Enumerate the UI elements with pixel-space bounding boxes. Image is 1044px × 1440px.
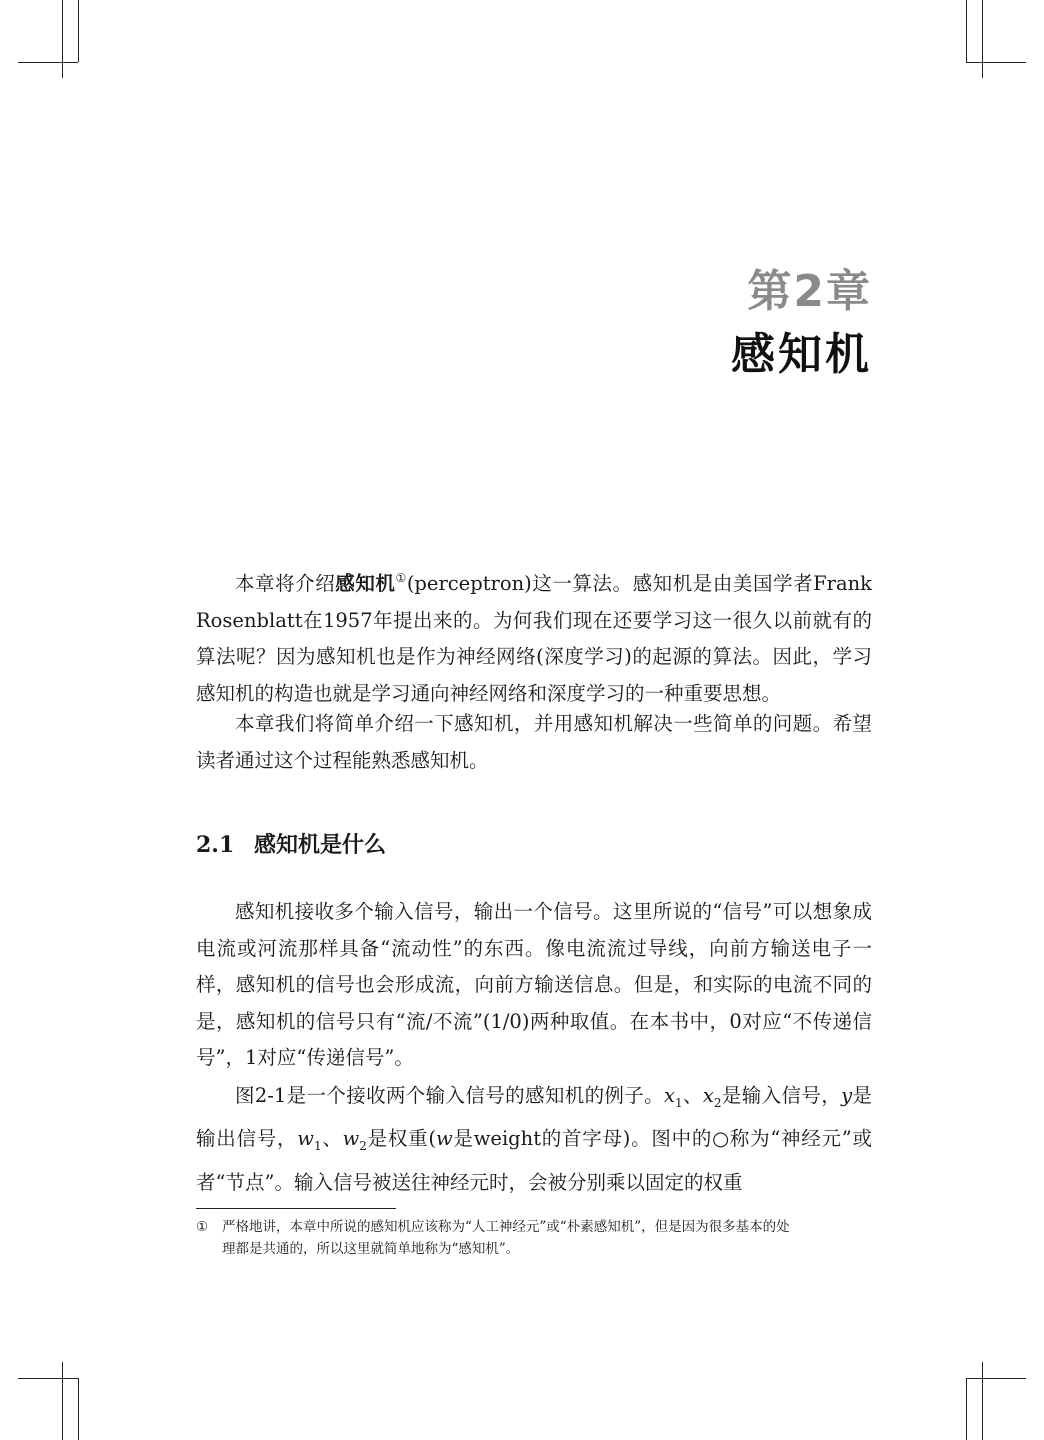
subscript: 2 <box>713 1095 722 1110</box>
chapter-number: 第2章 <box>747 266 872 317</box>
section-title: 感知机是什么 <box>254 833 387 858</box>
crop-mark <box>62 1362 63 1440</box>
footnote <box>196 1216 872 1260</box>
chapter-title: 感知机 <box>731 329 872 380</box>
crop-mark <box>62 0 63 78</box>
math-w: w <box>297 1127 314 1151</box>
intro-paragraph-2: 本章我们将简单介绍一下感知机，并用感知机解决一些简单的问题。希望读者通过这个过程能熟悉感知机。 <box>196 712 872 772</box>
footnote-reference[interactable]: ① <box>395 571 407 585</box>
text-run: 是weight的首字母)。图中的○称为“神经元”或者“节点”。输入信号被送往神经元时，会被分别乘以固定的权重 <box>196 1127 873 1194</box>
subscript: 1 <box>313 1139 322 1154</box>
math-w: w <box>436 1127 453 1151</box>
text-run: 是权重( <box>366 1127 437 1151</box>
footnote-line: 理都是共通的，所以这里就简单地称为“感知机”。 <box>222 1241 520 1257</box>
subscript: 1 <box>675 1095 683 1110</box>
crop-mark <box>966 1378 967 1440</box>
text-run: 是输出信号， <box>196 1084 872 1151</box>
footnote-mark: ① <box>196 1219 209 1235</box>
section-heading <box>196 828 386 859</box>
crop-mark <box>78 0 79 62</box>
text-run: 图2-1是一个接收两个输入信号的感知机的例子。 <box>235 1084 665 1107</box>
math-x: x <box>702 1084 714 1107</box>
crop-mark <box>18 62 78 63</box>
text-run: 本章将介绍 <box>235 572 336 595</box>
subscript: 2 <box>359 1139 367 1154</box>
crop-mark <box>78 1378 79 1440</box>
intro-paragraph-1 <box>196 560 872 712</box>
math-y: y <box>841 1084 853 1107</box>
footnote-divider <box>196 1208 396 1209</box>
footnote-line: 严格地讲，本章中所说的感知机应该称为“人工神经元”或“朴素感知机”，但是因为很多基本的处 <box>222 1219 790 1235</box>
body-paragraph-1: 感知机接收多个输入信号，输出一个信号。这里所说的“信号”可以想象成电流或河流那样具备“流动性”的东西。像电流流过导线，向前方输送电子一样，感知机的信号也会形成流，向前方输送信息。但是，和实际的电流不同的是，感知机的信号只有“流/不流”(1/0)两种取值。在本书中，0对应“不传递信号”，1对应“传递信号”。 <box>196 900 872 1069</box>
crop-mark <box>966 0 967 62</box>
body-paragraph-2 <box>196 1078 872 1201</box>
term-perceptron: 感知机 <box>335 572 396 595</box>
crop-mark <box>982 0 983 78</box>
section-number: 2.1 <box>196 832 235 858</box>
crop-mark <box>982 1362 983 1440</box>
text-run: 、 <box>321 1127 343 1151</box>
crop-mark <box>18 1378 78 1379</box>
crop-mark <box>966 1378 1026 1379</box>
math-w: w <box>342 1127 360 1151</box>
text-run: (perceptron)这一算法。感知机是由美国学者Frank Rosenblatt在1957年提出来的。为何我们现在还要学习这一很久以前就有的算法呢？因为感知机也是作为神经网络(深度学习)的起源的算法。因此，学习感知机的构造也就是学习通向神经网络和深度学习的一种重要思想。 <box>196 572 872 705</box>
text-run: 是输入信号， <box>721 1084 842 1107</box>
text-run: 、 <box>682 1084 703 1107</box>
crop-mark <box>966 62 1026 63</box>
math-x: x <box>664 1084 676 1107</box>
